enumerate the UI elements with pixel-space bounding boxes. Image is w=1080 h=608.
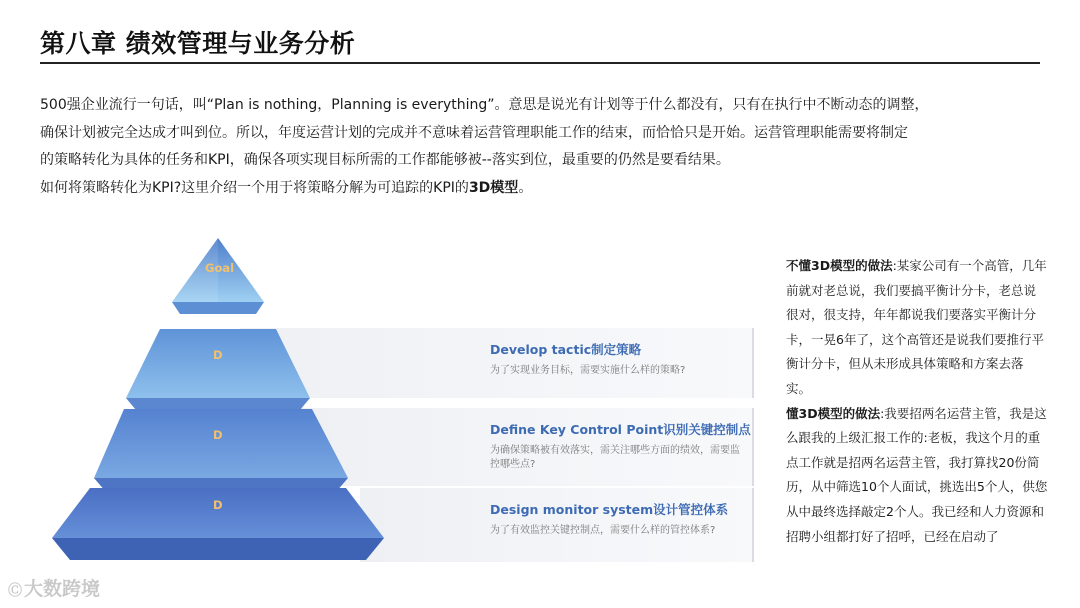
intro-line: 确保计划被完全达成才叫到位。所以，年度运营计划的完成并不意味着运营管理职能工作的结束，而恰恰只是开始。运营管理职能需要将制定 <box>40 124 908 141</box>
level-3-description <box>490 500 740 538</box>
pyramid-level-2-letter: D <box>213 428 223 442</box>
level-1-title: Develop tactic制定策略 <box>490 342 642 357</box>
pyramid-edge <box>52 538 384 560</box>
level-1-description <box>490 340 740 378</box>
pyramid-tier-2 <box>94 409 348 478</box>
3d-model-pyramid <box>0 232 760 562</box>
pyramid-edge <box>126 398 310 410</box>
level-3-title: Design monitor system设计管控体系 <box>490 502 729 517</box>
intro-3d-model: 3D模型 <box>468 179 519 196</box>
intro-paragraph <box>40 92 1040 202</box>
level-2-title: Define Key Control Point识别关键控制点 <box>490 422 751 437</box>
intro-line: 的策略转化为具体的任务和KPI，确保各项实现目标所需的工作都能够被--落实到位，最重要的仍然是要看结果。 <box>40 152 730 168</box>
band-edge <box>752 408 754 486</box>
side-p1-heading: 不懂3D模型的做法 <box>786 258 893 273</box>
watermark-text: 大数跨境 <box>24 578 101 600</box>
level-2-description <box>490 420 751 472</box>
intro-line4-suffix: 。 <box>518 179 533 196</box>
pyramid-level-1-letter: D <box>213 348 223 362</box>
level-1-subtitle: 为了实现业务目标，需要实施什么样的策略? <box>490 365 686 376</box>
intro-line: 500强企业流行一句话，叫“Plan is nothing，Planning is everything”。意思是说光有计划等于什么都没有，只有在执行中不断动态的调整， <box>40 97 929 113</box>
level-3-subtitle: 为了有效监控关键控制点，需要什么样的管控体系? <box>490 525 716 536</box>
logo-icon: Ⓒ <box>8 582 22 599</box>
pyramid-goal-label: Goal <box>205 261 235 275</box>
intro-line <box>40 175 1040 203</box>
side-explanation <box>786 254 1048 549</box>
pyramid-tier-3 <box>52 488 384 538</box>
level-2-subtitle: 为确保策略被有效落实，需关注哪些方面的绩效，需要监控哪些点? <box>490 445 740 470</box>
watermark <box>8 574 100 601</box>
page-title: 第八章 绩效管理与业务分析 <box>40 29 356 58</box>
side-p1-text: :某家公司有一个高管，几年前就对老总说，我们要搞平衡计分卡，老总说很对，很支持，年年都说我们要落实平衡计分卡，一晃6年了，这个高管还是说我们要推行平衡计分卡，但从未形成具体策略和方案去落实。 <box>786 258 1047 396</box>
band-edge <box>752 488 754 562</box>
intro-line4-prefix: 如何将策略转化为KPI?这里介绍一个用于将策略分解为可追踪的KPI的 <box>40 179 469 196</box>
pyramid-edge <box>172 302 264 314</box>
side-p2-heading: 懂3D模型的做法 <box>786 405 881 421</box>
title-divider <box>40 62 1040 64</box>
band-edge <box>752 328 754 398</box>
pyramid-level-3-letter: D <box>213 498 223 512</box>
side-p2-text: :我要招两名运营主管，我是这么跟我的上级汇报工作的:老板，我这个月的重点工作就是招两名运营主管，我打算找20份简历，从中筛选10个人面试，挑选出5个人，供您从中最终选择敲定2个人。我已经和人力资源和招聘小组都打好了招呼，已经在启动了 <box>786 405 1048 544</box>
